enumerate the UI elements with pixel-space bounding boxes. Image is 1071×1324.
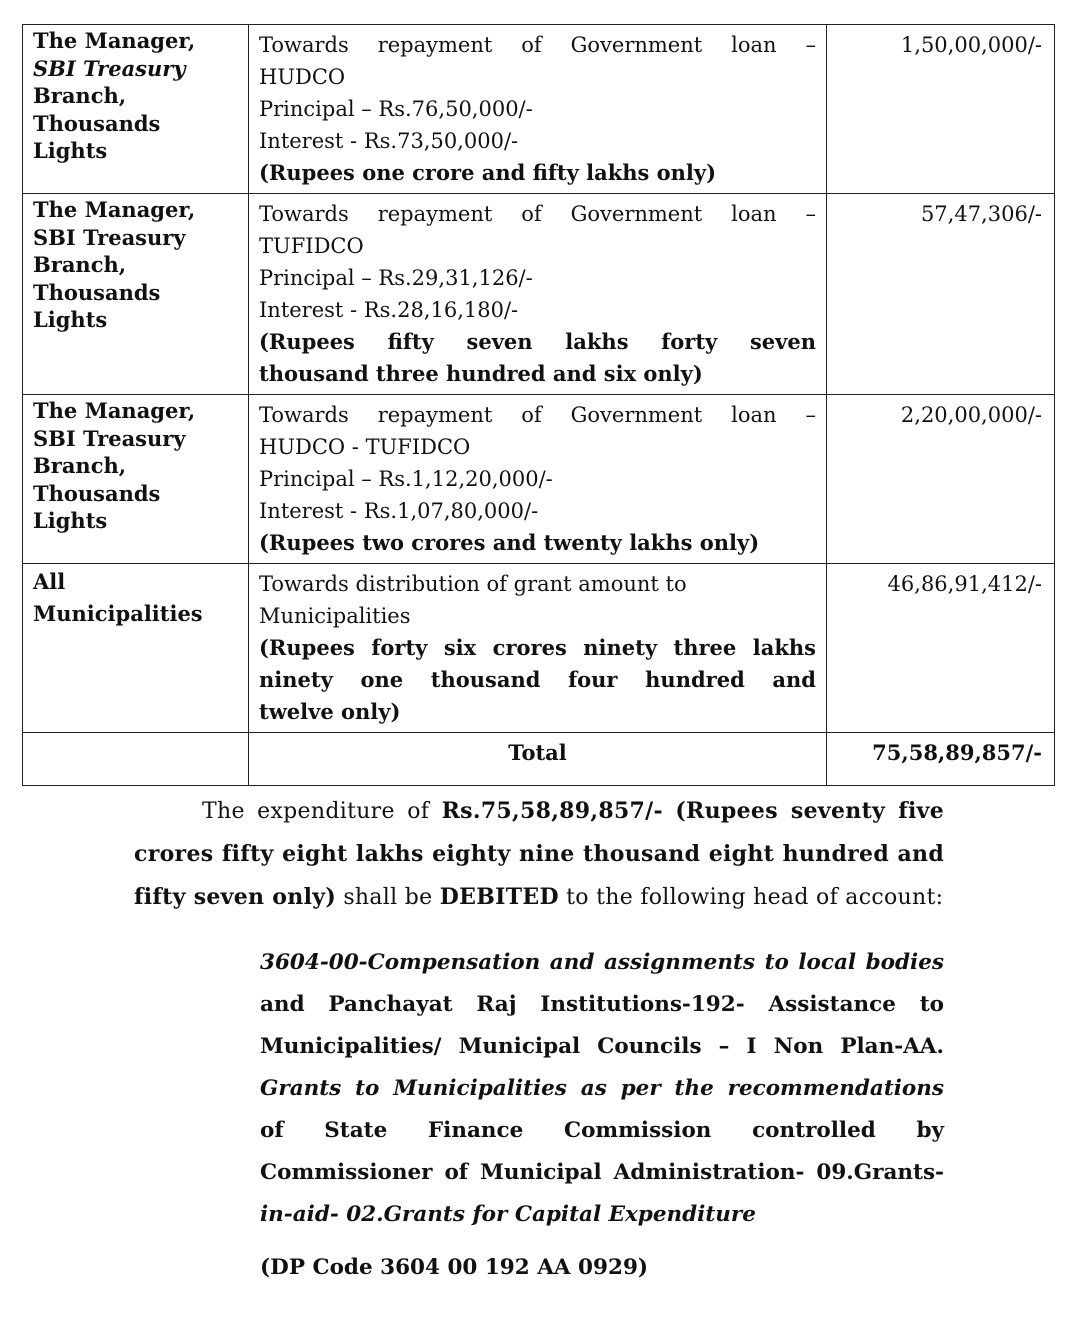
total-row <box>23 733 1055 786</box>
amount-cell: 46,86,91,412/- <box>827 564 1055 733</box>
payee-cell: The Manager, SBI Treasury Branch, Thousands Lights <box>23 25 249 194</box>
amount-in-words: (Rupees fifty seven lakhs forty seven thousand three hundred and six only) <box>259 329 816 386</box>
amount-in-words: (Rupees forty six crores ninety three lakhs ninety one thousand four hundred and twelve only) <box>259 635 816 724</box>
description-cell: Towards repayment of Government loan – HUDCO - TUFIDCO Principal – Rs.1,12,20,000/- Interest - Rs.1,07,80,000/- (Rupees two crores and twenty lakhs only) <box>249 395 827 564</box>
total-label: Total <box>249 733 827 786</box>
payee-cell: All Municipalities <box>23 564 249 733</box>
table-row <box>23 194 1055 395</box>
description-cell: Towards distribution of grant amount to Municipalities (Rupees forty six crores ninety three lakhs ninety one thousand four hundred and twelve only) <box>249 564 827 733</box>
expenditure-paragraph: The expenditure of Rs.75,58,89,857/- (Rupees seventy five crores fifty eight lakhs eighty nine thousand eight hundred and fifty seven only) shall be DEBITED to the following head of account: <box>134 798 944 910</box>
description-cell: Towards repayment of Government loan – TUFIDCO Principal – Rs.29,31,126/- Interest - Rs.28,16,180/- (Rupees fifty seven lakhs forty seven thousand three hundred and six only) <box>249 194 827 395</box>
amount-cell: 2,20,00,000/- <box>827 395 1055 564</box>
debited-keyword: DEBITED <box>439 884 559 910</box>
table-row <box>23 25 1055 194</box>
amount-in-words: (Rupees two crores and twenty lakhs only) <box>259 530 760 555</box>
amount-cell: 1,50,00,000/- <box>827 25 1055 194</box>
empty-cell <box>23 733 249 786</box>
payee-cell: The Manager, SBI Treasury Branch, Thousands Lights <box>23 194 249 395</box>
amount-cell: 57,47,306/- <box>827 194 1055 395</box>
dp-code: (DP Code 3604 00 192 AA 0929) <box>260 1255 649 1280</box>
payment-table <box>22 24 1055 786</box>
expenditure-amount: Rs.75,58,89,857/- <box>441 798 663 824</box>
amount-in-words: (Rupees one crore and fifty lakhs only) <box>259 160 717 185</box>
description-cell: Towards repayment of Government loan – HUDCO Principal – Rs.76,50,000/- Interest - Rs.73,50,000/- (Rupees one crore and fifty lakhs only) <box>249 25 827 194</box>
payee-cell: The Manager, SBI Treasury Branch, Thousands Lights <box>23 395 249 564</box>
total-amount: 75,58,89,857/- <box>827 733 1055 786</box>
head-of-account: 3604-00-Compensation and assignments to local bodies and Panchayat Raj Institutions-192- Assistance to Municipalities/ Municipal Councils – I Non Plan-AA. Grants to Municipalities as per the recommendations of State Finance Commission controlled by Commissioner of Municipal Administration- 09.Grants- in-aid- 02.Grants for Capital Expenditure <box>260 950 944 1227</box>
table-row <box>23 395 1055 564</box>
table-row <box>23 564 1055 733</box>
